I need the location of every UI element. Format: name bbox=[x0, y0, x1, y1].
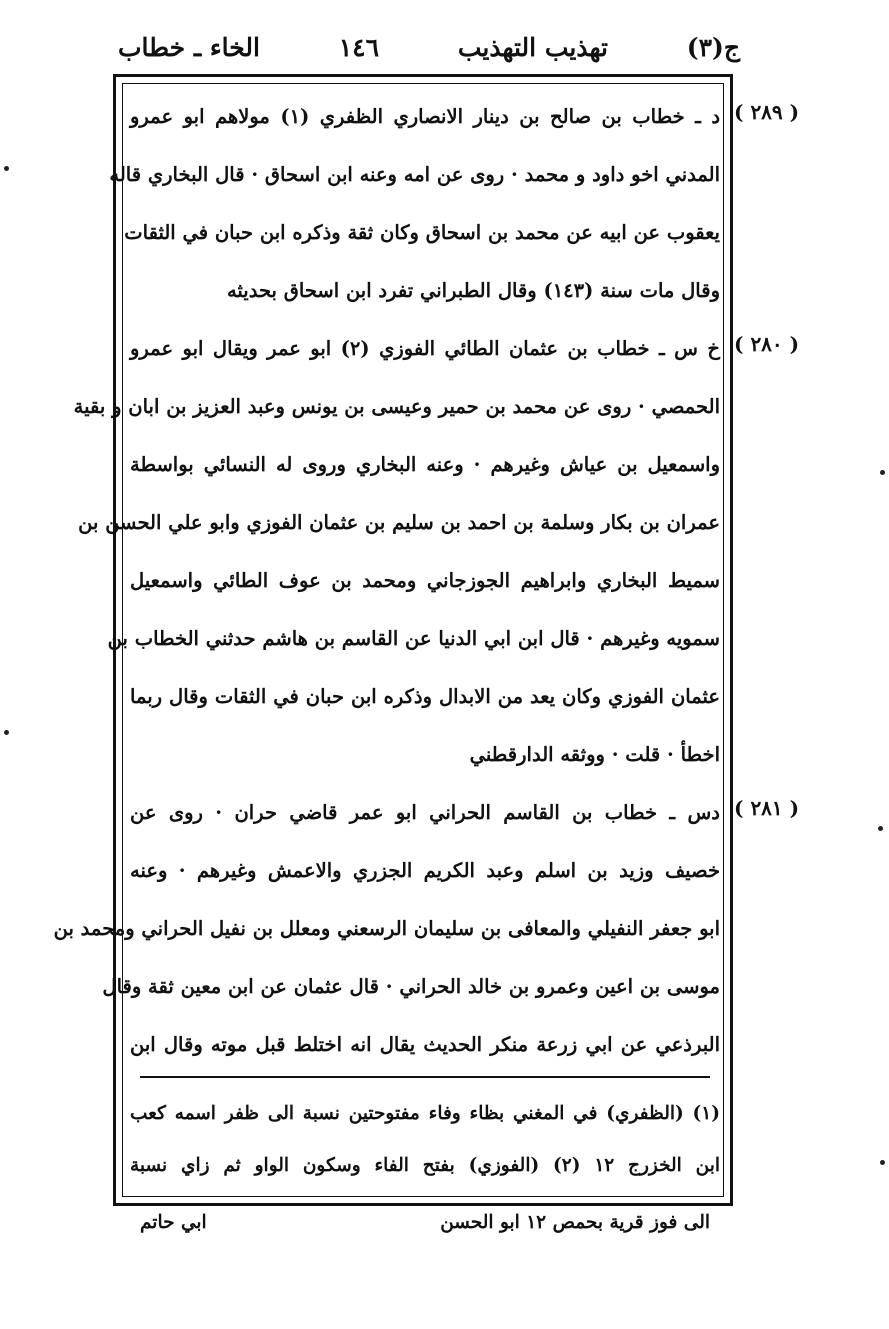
text-line: خ س ـ خطاب بن عثمان الطائي الفوزي (٢) ابو عمر ويقال ابو عمرو bbox=[130, 337, 721, 360]
text-line: يعقوب عن ابيه عن محمد بن اسحاق وكان ثقة وذكره ابن حبان في الثقات bbox=[124, 221, 720, 244]
text-line: عثمان الفوزي وكان يعد من الابدال وذكره ابن حبان في الثقات وقال ربما bbox=[130, 685, 720, 708]
scan-speck bbox=[4, 166, 9, 171]
footnotes bbox=[130, 1088, 720, 1192]
scan-speck bbox=[880, 470, 885, 475]
scan-speck bbox=[880, 1160, 885, 1165]
text-line: ابو جعفر النفيلي والمعافى بن سليمان الرسعني ومعلل بن نفيل الحراني ومحمد بن bbox=[53, 917, 720, 940]
footnote-line: ابن الخزرج ١٢ (٢) (الفوزي) بفتح الفاء وسكون الواو ثم زاي نسبة bbox=[130, 1155, 720, 1176]
text-line: موسى بن اعين وعمرو بن خالد الحراني · قال عثمان عن ابن معين ثقة وقال bbox=[102, 975, 720, 998]
text-line: سمويه وغيرهم · قال ابن ابي الدنيا عن القاسم بن هاشم حدثني الخطاب بن bbox=[107, 627, 720, 650]
text-line: د ـ خطاب بن صالح بن دينار الانصاري الظفري (١) مولاهم ابو عمرو bbox=[130, 105, 721, 128]
entry-number: ( ٢٨٩ ) bbox=[734, 100, 800, 124]
text-line: الحمصي · روى عن محمد بن حمير وعيسى بن يونس وعبد العزيز بن ابان و بقية bbox=[73, 395, 720, 418]
entry-number: ( ٢٨٠ ) bbox=[734, 332, 800, 356]
text-line: خصيف وزيد بن اسلم وعبد الكريم الجزري والاعمش وغيرهم · وعنه bbox=[130, 859, 720, 882]
section-title: الخاء ـ خطاب bbox=[118, 32, 260, 62]
text-line: عمران بن بكار وسلمة بن احمد بن سليم بن عثمان الفوزي وابو علي الحسن بن bbox=[78, 511, 720, 534]
catchword: ابي حاتم bbox=[140, 1212, 207, 1233]
footnote-separator bbox=[140, 1076, 710, 1078]
text-line: اخطأ · قلت · ووثقه الدارقطني bbox=[469, 743, 720, 766]
text-line: سميط البخاري وابراهيم الجوزجاني ومحمد بن عوف الطائي واسمعيل bbox=[130, 569, 720, 592]
footnote-line: (١) (الظفري) في المغني بظاء وفاء مفتوحتين نسبة الى ظفر اسمه كعب bbox=[130, 1103, 720, 1124]
scan-speck bbox=[878, 826, 883, 831]
entry-number: ( ٢٨١ ) bbox=[734, 796, 800, 820]
page-number: ١٤٦ bbox=[338, 32, 380, 62]
entry-289 bbox=[109, 88, 721, 320]
text-line: دس ـ خطاب بن القاسم الحراني ابو عمر قاضي حران · روى عن bbox=[130, 801, 720, 824]
book-title: تهذيب التهذيب bbox=[457, 32, 608, 62]
volume-label: ج(٣) bbox=[686, 32, 740, 62]
footnote-continuation-right: الى فوز قرية بحمص ١٢ ابو الحسن bbox=[440, 1212, 710, 1233]
scan-speck bbox=[4, 730, 9, 735]
text-line: واسمعيل بن عياش وغيرهم · وعنه البخاري وروى له النسائي بواسطة bbox=[130, 453, 720, 476]
entry-280 bbox=[73, 320, 721, 784]
footnote-continuation bbox=[140, 1212, 710, 1233]
text-line: البرذعي عن ابي زرعة منكر الحديث يقال انه اختلط قبل موته وقال ابن bbox=[130, 1033, 720, 1056]
biography-entries bbox=[53, 88, 721, 1074]
entry-281 bbox=[53, 784, 720, 1074]
text-line: وقال مات سنة (١٤٣) وقال الطبراني تفرد ابن اسحاق بحديثه bbox=[226, 279, 720, 302]
text-line: المدني اخو داود و محمد · روى عن امه وعنه ابن اسحاق · قال البخاري قاله bbox=[109, 163, 720, 186]
page-header bbox=[118, 22, 740, 72]
